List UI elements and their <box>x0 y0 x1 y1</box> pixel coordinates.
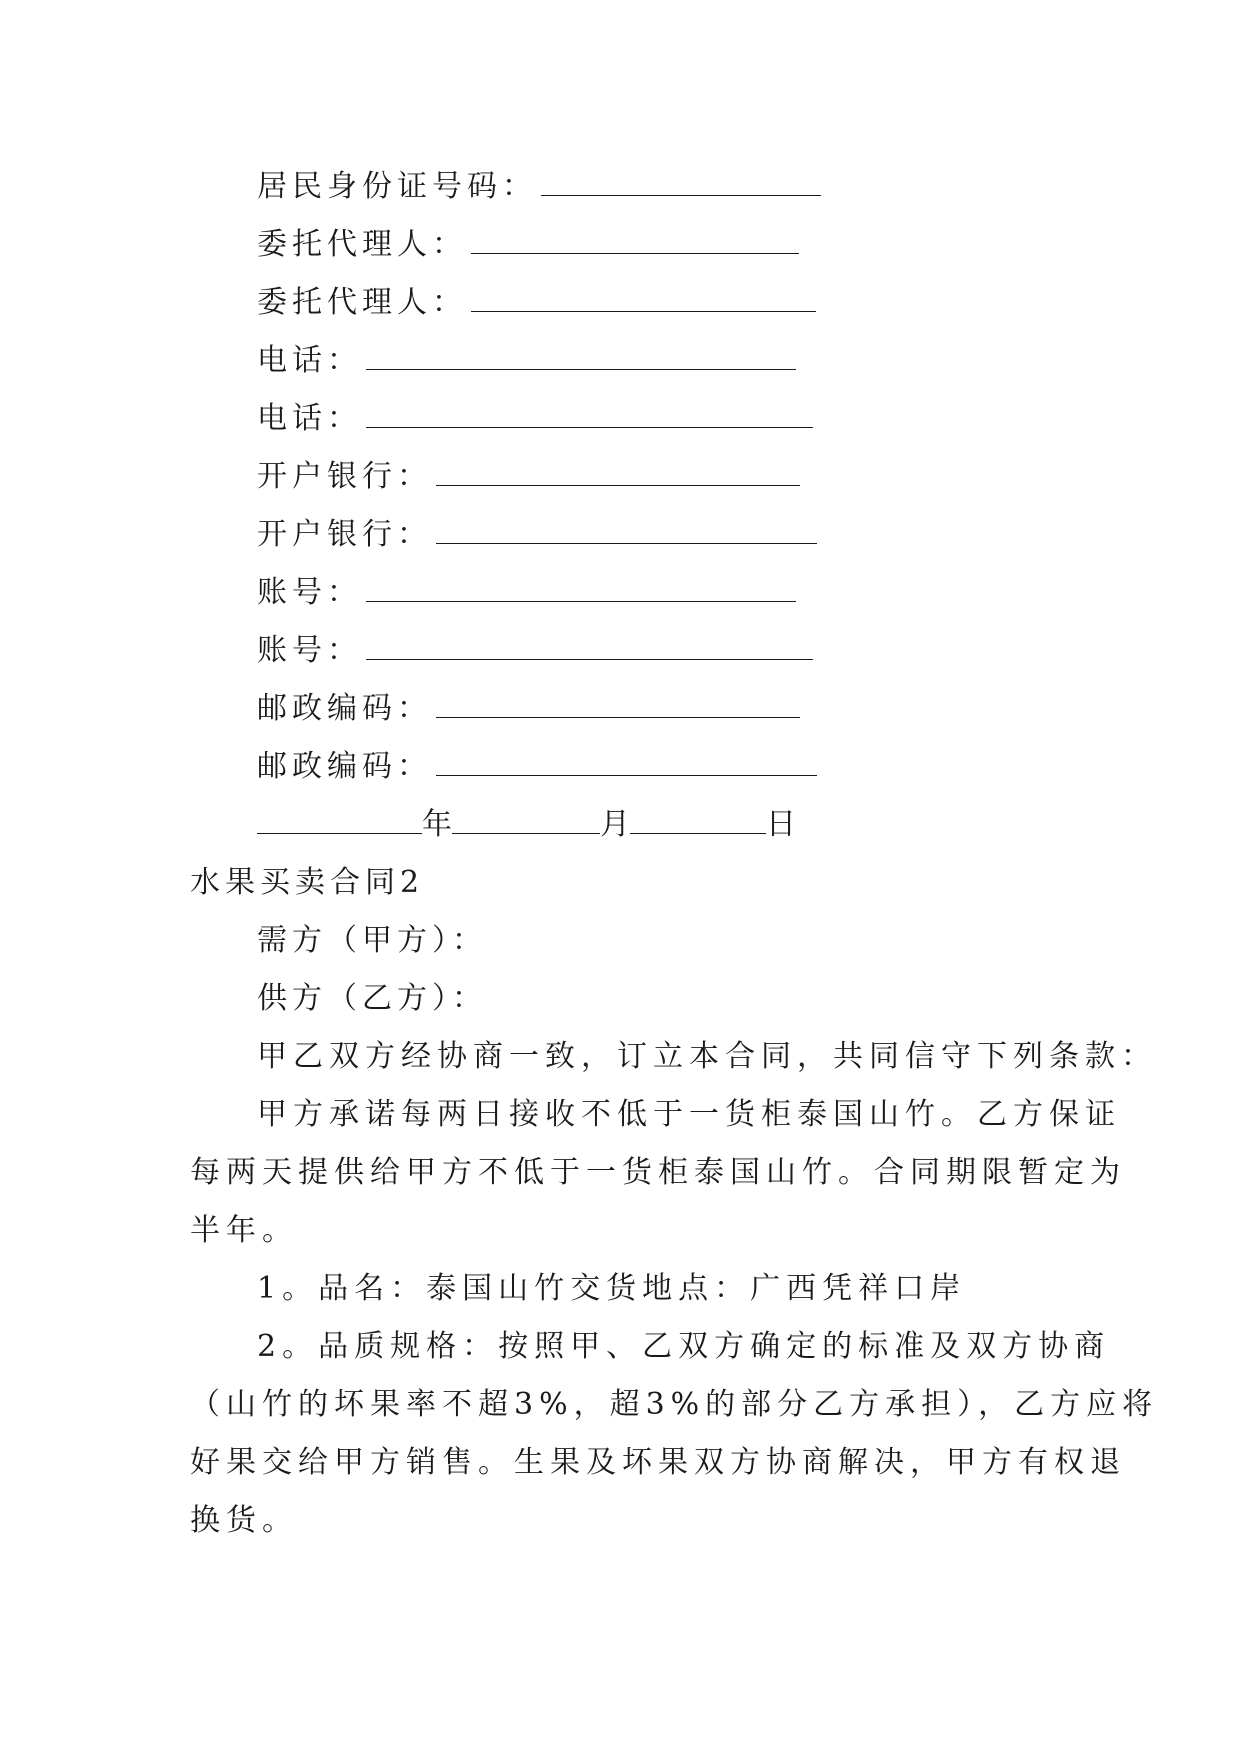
clause-line: 甲方承诺每两日接收不低于一货柜泰国山竹。乙方保证 <box>257 1097 1121 1132</box>
field-label: 居民身份证号码： <box>257 169 537 204</box>
phone-field-a <box>257 341 796 381</box>
day-blank <box>630 807 766 834</box>
field-label: 委托代理人： <box>257 285 467 320</box>
postal-field-a <box>257 689 800 729</box>
field-label: 电话： <box>257 401 362 436</box>
field-label: 账号： <box>257 633 362 668</box>
postal-field-b <box>257 747 817 787</box>
item2-line: 2。品质规格：按照甲、乙双方确定的标准及双方协商 <box>257 1329 1111 1364</box>
agent-field-a <box>257 225 799 265</box>
field-label: 账号： <box>257 575 362 610</box>
month-label: 月 <box>600 807 630 842</box>
field-label: 邮政编码： <box>257 691 432 726</box>
bank-field-a <box>257 457 800 497</box>
blank-line <box>436 459 800 486</box>
agent-field-b <box>257 283 816 323</box>
item-1: 1。品名：泰国山竹交货地点：广西凭祥口岸 <box>257 1271 967 1306</box>
item-2 <box>190 1318 1159 1550</box>
field-label: 电话： <box>257 343 362 378</box>
item2-line: 换货。 <box>190 1503 298 1538</box>
intro-line: 甲乙双方经协商一致，订立本合同，共同信守下列条款： <box>257 1039 1157 1074</box>
blank-line <box>366 575 796 602</box>
field-label: 开户银行： <box>257 459 432 494</box>
id-number-field <box>257 167 821 207</box>
blank-line <box>366 401 813 428</box>
date-line <box>257 805 796 845</box>
account-field-b <box>257 631 813 671</box>
clause-line: 每两天提供给甲方不低于一货柜泰国山竹。合同期限暂定为 <box>190 1155 1126 1190</box>
clause-line: 半年。 <box>190 1213 298 1248</box>
item2-line: （山竹的坏果率不超3%，超3%的部分乙方承担），乙方应将 <box>190 1387 1159 1422</box>
section-title: 水果买卖合同2 <box>190 865 425 900</box>
day-label: 日 <box>766 807 796 842</box>
blank-line <box>436 749 817 776</box>
blank-line <box>541 169 821 196</box>
field-label: 开户银行： <box>257 517 432 552</box>
blank-line <box>366 343 796 370</box>
year-blank <box>257 807 422 834</box>
account-field-a <box>257 573 796 613</box>
field-label: 委托代理人： <box>257 227 467 262</box>
party-b-line: 供方（乙方）： <box>257 981 487 1016</box>
blank-line <box>471 227 799 254</box>
main-clause <box>190 1086 1126 1260</box>
blank-line <box>436 517 817 544</box>
field-label: 邮政编码： <box>257 749 432 784</box>
year-label: 年 <box>422 807 452 842</box>
blank-line <box>436 691 800 718</box>
bank-field-b <box>257 515 817 555</box>
phone-field-b <box>257 399 813 439</box>
month-blank <box>452 807 600 834</box>
item2-line: 好果交给甲方销售。生果及坏果双方协商解决，甲方有权退 <box>190 1445 1126 1480</box>
blank-line <box>366 633 813 660</box>
party-a-line: 需方（甲方）： <box>257 923 487 958</box>
blank-line <box>471 285 816 312</box>
